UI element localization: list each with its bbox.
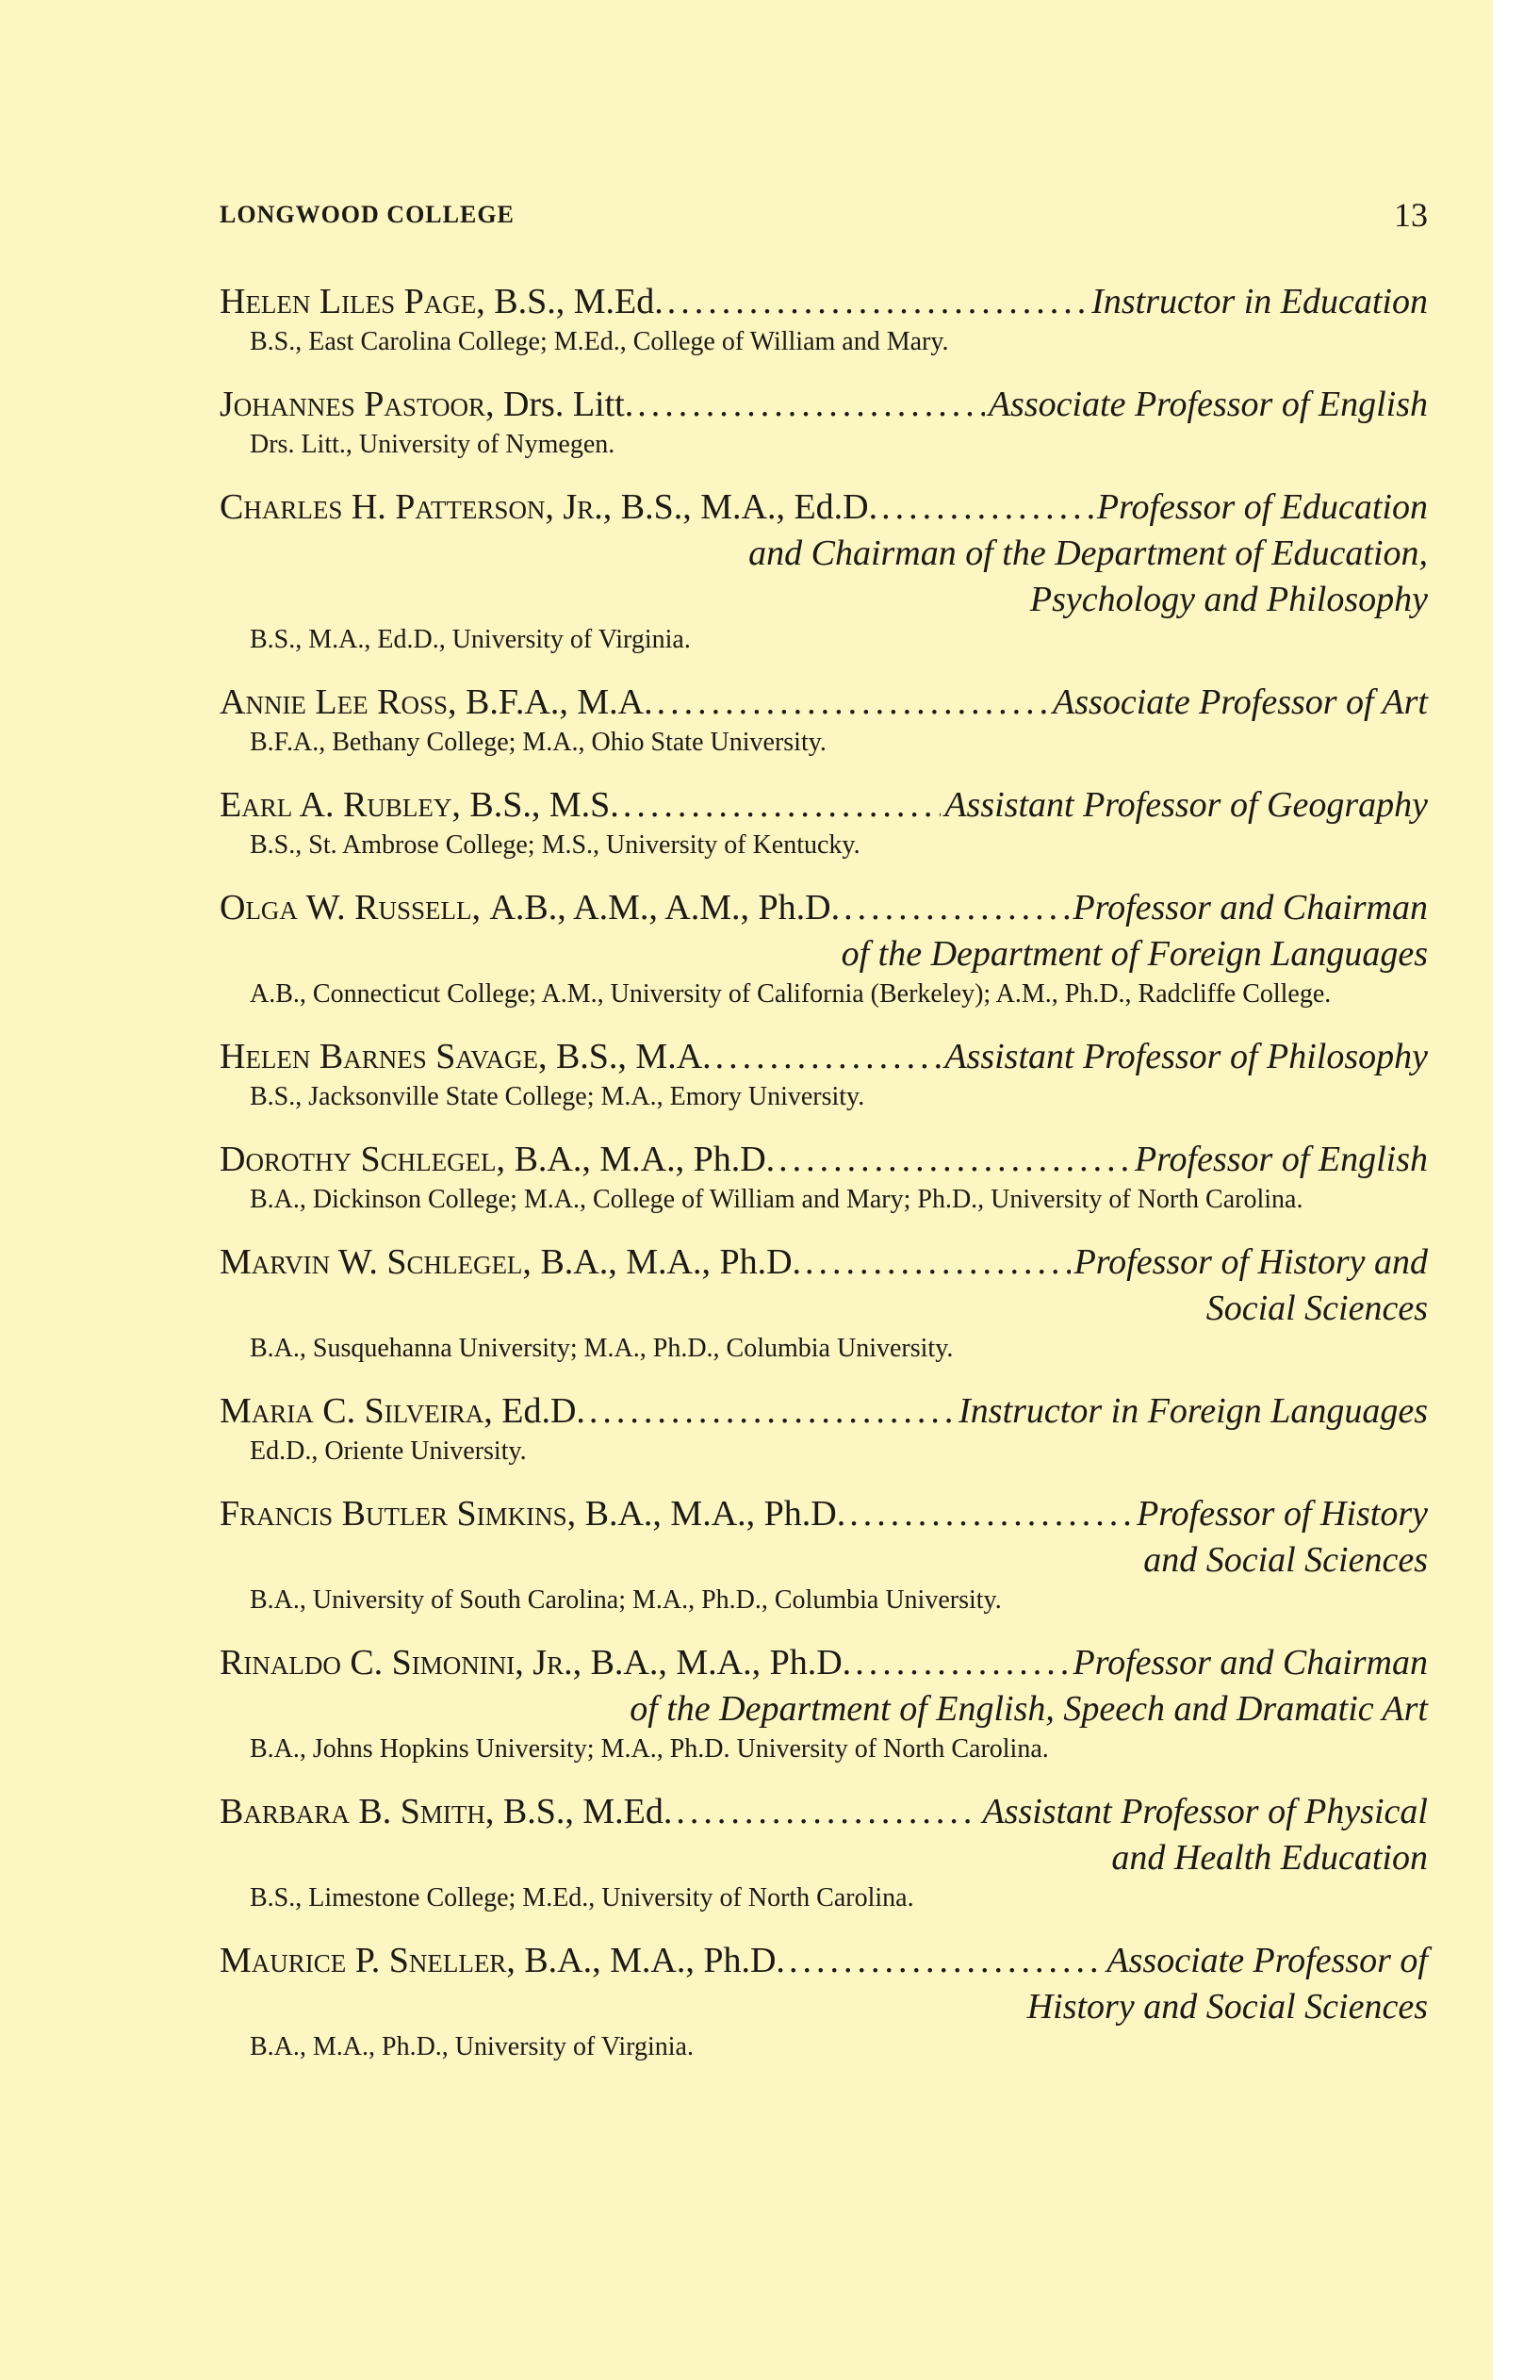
faculty-degrees: B.S., M.Ed. bbox=[494, 282, 664, 321]
faculty-name: Earl A. Rubley, bbox=[220, 785, 461, 825]
entry-heading-line bbox=[220, 279, 1428, 325]
faculty-name: Francis Butler Simkins, bbox=[220, 1494, 577, 1534]
dot-leader bbox=[676, 1789, 978, 1835]
faculty-title: Professor of English bbox=[1134, 1140, 1428, 1179]
dot-leader bbox=[589, 1388, 955, 1435]
dot-leader bbox=[855, 1640, 1069, 1686]
faculty-title: Professor of History and bbox=[1073, 1242, 1428, 1282]
faculty-degrees: Ed.D. bbox=[501, 1391, 585, 1431]
entry-heading-line bbox=[220, 1239, 1428, 1286]
entry-heading-line bbox=[220, 1640, 1428, 1686]
faculty-entry bbox=[220, 1388, 1428, 1467]
entry-heading-line bbox=[220, 1491, 1428, 1537]
faculty-education: B.S., Limestone College; M.Ed., University of North Carolina. bbox=[250, 1883, 914, 1912]
dot-leader bbox=[805, 1239, 1071, 1286]
faculty-list bbox=[220, 279, 1428, 2087]
faculty-title: Instructor in Education bbox=[1091, 282, 1428, 321]
faculty-education: Ed.D., Oriente University. bbox=[250, 1436, 527, 1466]
faculty-education: B.A., Johns Hopkins University; M.A., Ph.D. University of North Carolina. bbox=[250, 1734, 1049, 1764]
faculty-degrees: B.A., M.A., Ph.D. bbox=[590, 1643, 852, 1682]
dot-leader bbox=[844, 885, 1069, 931]
faculty-title: Instructor in Foreign Languages bbox=[958, 1391, 1428, 1431]
entry-heading-line bbox=[220, 1034, 1428, 1080]
faculty-degrees: B.S., M.S. bbox=[469, 785, 619, 825]
entry-heading-line bbox=[220, 484, 1428, 531]
faculty-name: Johannes Pastoor, bbox=[220, 385, 495, 424]
faculty-entry bbox=[220, 484, 1428, 655]
faculty-title: Professor of Education bbox=[1096, 487, 1428, 527]
faculty-entry bbox=[220, 279, 1428, 357]
dot-leader bbox=[881, 484, 1093, 531]
faculty-degrees: B.A., M.A., Ph.D. bbox=[584, 1494, 846, 1534]
faculty-title: Associate Professor of bbox=[1106, 1941, 1428, 1980]
faculty-title-continued: of the Department of English, Speech and Dramatic Art bbox=[630, 1689, 1428, 1729]
faculty-entry bbox=[220, 680, 1428, 758]
faculty-education: B.F.A., Bethany College; M.A., Ohio State University. bbox=[250, 728, 827, 757]
dot-leader bbox=[637, 382, 985, 428]
faculty-name: Annie Lee Ross, bbox=[220, 682, 457, 722]
faculty-title-continued: and Chairman of the Department of Education, bbox=[748, 533, 1428, 573]
dot-leader bbox=[778, 1137, 1131, 1183]
faculty-entry bbox=[220, 1491, 1428, 1616]
faculty-name: Marvin W. Schlegel, bbox=[220, 1242, 532, 1282]
dot-leader bbox=[715, 1034, 942, 1080]
faculty-name: Olga W. Russell, bbox=[220, 888, 481, 927]
dot-leader bbox=[667, 279, 1089, 325]
entry-heading-line bbox=[220, 885, 1428, 931]
faculty-title: Associate Professor of Art bbox=[1053, 682, 1428, 722]
page-number: 13 bbox=[1394, 196, 1428, 234]
faculty-degrees: A.B., A.M., A.M., Ph.D. bbox=[489, 888, 841, 927]
faculty-degrees: B.A., M.A., Ph.D. bbox=[524, 1941, 785, 1980]
faculty-entry bbox=[220, 1137, 1428, 1215]
entry-heading-line bbox=[220, 782, 1428, 829]
faculty-title-continued: History and Social Sciences bbox=[1026, 1987, 1428, 2027]
faculty-degrees: B.A., M.A., Ph.D. bbox=[514, 1140, 776, 1179]
faculty-education: B.A., University of South Carolina; M.A., Ph.D., Columbia University. bbox=[250, 1585, 1002, 1615]
faculty-entry bbox=[220, 382, 1428, 460]
faculty-education: B.A., Susquehanna University; M.A., Ph.D., Columbia University. bbox=[250, 1334, 954, 1363]
dot-leader bbox=[849, 1491, 1133, 1537]
faculty-entry bbox=[220, 1789, 1428, 1913]
entry-heading-line bbox=[220, 680, 1428, 726]
faculty-title: Professor and Chairman bbox=[1073, 888, 1428, 927]
faculty-entry bbox=[220, 782, 1428, 861]
faculty-name: Helen Barnes Savage, bbox=[220, 1037, 548, 1076]
page-header bbox=[220, 196, 1428, 234]
faculty-title-continued: and Health Education bbox=[1111, 1838, 1428, 1878]
faculty-education: B.S., Jacksonville State College; M.A., Emory University. bbox=[250, 1082, 865, 1111]
faculty-name: Maria C. Silveira, bbox=[220, 1391, 493, 1431]
faculty-degrees: B.S., M.Ed. bbox=[502, 1792, 673, 1831]
dot-leader bbox=[657, 680, 1049, 726]
faculty-education: B.A., Dickinson College; M.A., College of William and Mary; Ph.D., University of North Carolina. bbox=[250, 1185, 1303, 1214]
faculty-degrees: Drs. Litt. bbox=[502, 385, 634, 424]
faculty-title: Assistant Professor of Geography bbox=[944, 785, 1428, 825]
entry-heading-line bbox=[220, 1789, 1428, 1835]
faculty-education: Drs. Litt., University of Nymegen. bbox=[250, 430, 615, 459]
faculty-title-continued: and Social Sciences bbox=[1143, 1540, 1428, 1580]
entry-heading-line bbox=[220, 1938, 1428, 1984]
faculty-title-continued: Psychology and Philosophy bbox=[1029, 580, 1428, 619]
faculty-entry bbox=[220, 885, 1428, 1009]
faculty-degrees: B.S., M.A., Ed.D. bbox=[620, 487, 878, 527]
faculty-title: Assistant Professor of Physical bbox=[982, 1792, 1428, 1831]
faculty-name: Rinaldo C. Simonini, Jr., bbox=[220, 1643, 582, 1682]
running-head: LONGWOOD COLLEGE bbox=[220, 201, 515, 228]
faculty-title: Assistant Professor of Philosophy bbox=[944, 1037, 1428, 1076]
faculty-entry bbox=[220, 1239, 1428, 1364]
faculty-education: B.S., St. Ambrose College; M.S., University of Kentucky. bbox=[250, 830, 860, 860]
faculty-title-continued: of the Department of Foreign Languages bbox=[841, 934, 1428, 974]
faculty-name: Dorothy Schlegel, bbox=[220, 1140, 506, 1179]
faculty-name: Helen Liles Page, bbox=[220, 282, 485, 321]
dot-leader bbox=[623, 782, 942, 829]
faculty-degrees: B.A., M.A., Ph.D. bbox=[540, 1242, 802, 1282]
faculty-title: Professor of History bbox=[1137, 1494, 1428, 1534]
faculty-title-continued: Social Sciences bbox=[1205, 1288, 1428, 1328]
faculty-degrees: B.S., M.A. bbox=[555, 1037, 712, 1076]
faculty-degrees: B.F.A., M.A. bbox=[466, 682, 653, 722]
faculty-entry bbox=[220, 1034, 1428, 1112]
faculty-title: Associate Professor of English bbox=[988, 385, 1428, 424]
faculty-education: A.B., Connecticut College; A.M., University of California (Berkeley); A.M., Ph.D., Radcliffe College. bbox=[250, 979, 1332, 1009]
faculty-education: B.S., East Carolina College; M.Ed., College of William and Mary. bbox=[250, 327, 949, 356]
page-edge bbox=[1493, 0, 1540, 2380]
faculty-education: B.A., M.A., Ph.D., University of Virginia. bbox=[250, 2032, 694, 2061]
entry-heading-line bbox=[220, 1388, 1428, 1435]
faculty-title: Professor and Chairman bbox=[1073, 1643, 1428, 1682]
dot-leader bbox=[789, 1938, 1103, 1984]
entry-heading-line bbox=[220, 382, 1428, 428]
faculty-name: Maurice P. Sneller, bbox=[220, 1941, 516, 1980]
faculty-education: B.S., M.A., Ed.D., University of Virginia. bbox=[250, 625, 691, 654]
faculty-name: Charles H. Patterson, Jr., bbox=[220, 487, 613, 527]
faculty-entry bbox=[220, 1938, 1428, 2062]
faculty-name: Barbara B. Smith, bbox=[220, 1792, 495, 1831]
faculty-entry bbox=[220, 1640, 1428, 1764]
entry-heading-line bbox=[220, 1137, 1428, 1183]
